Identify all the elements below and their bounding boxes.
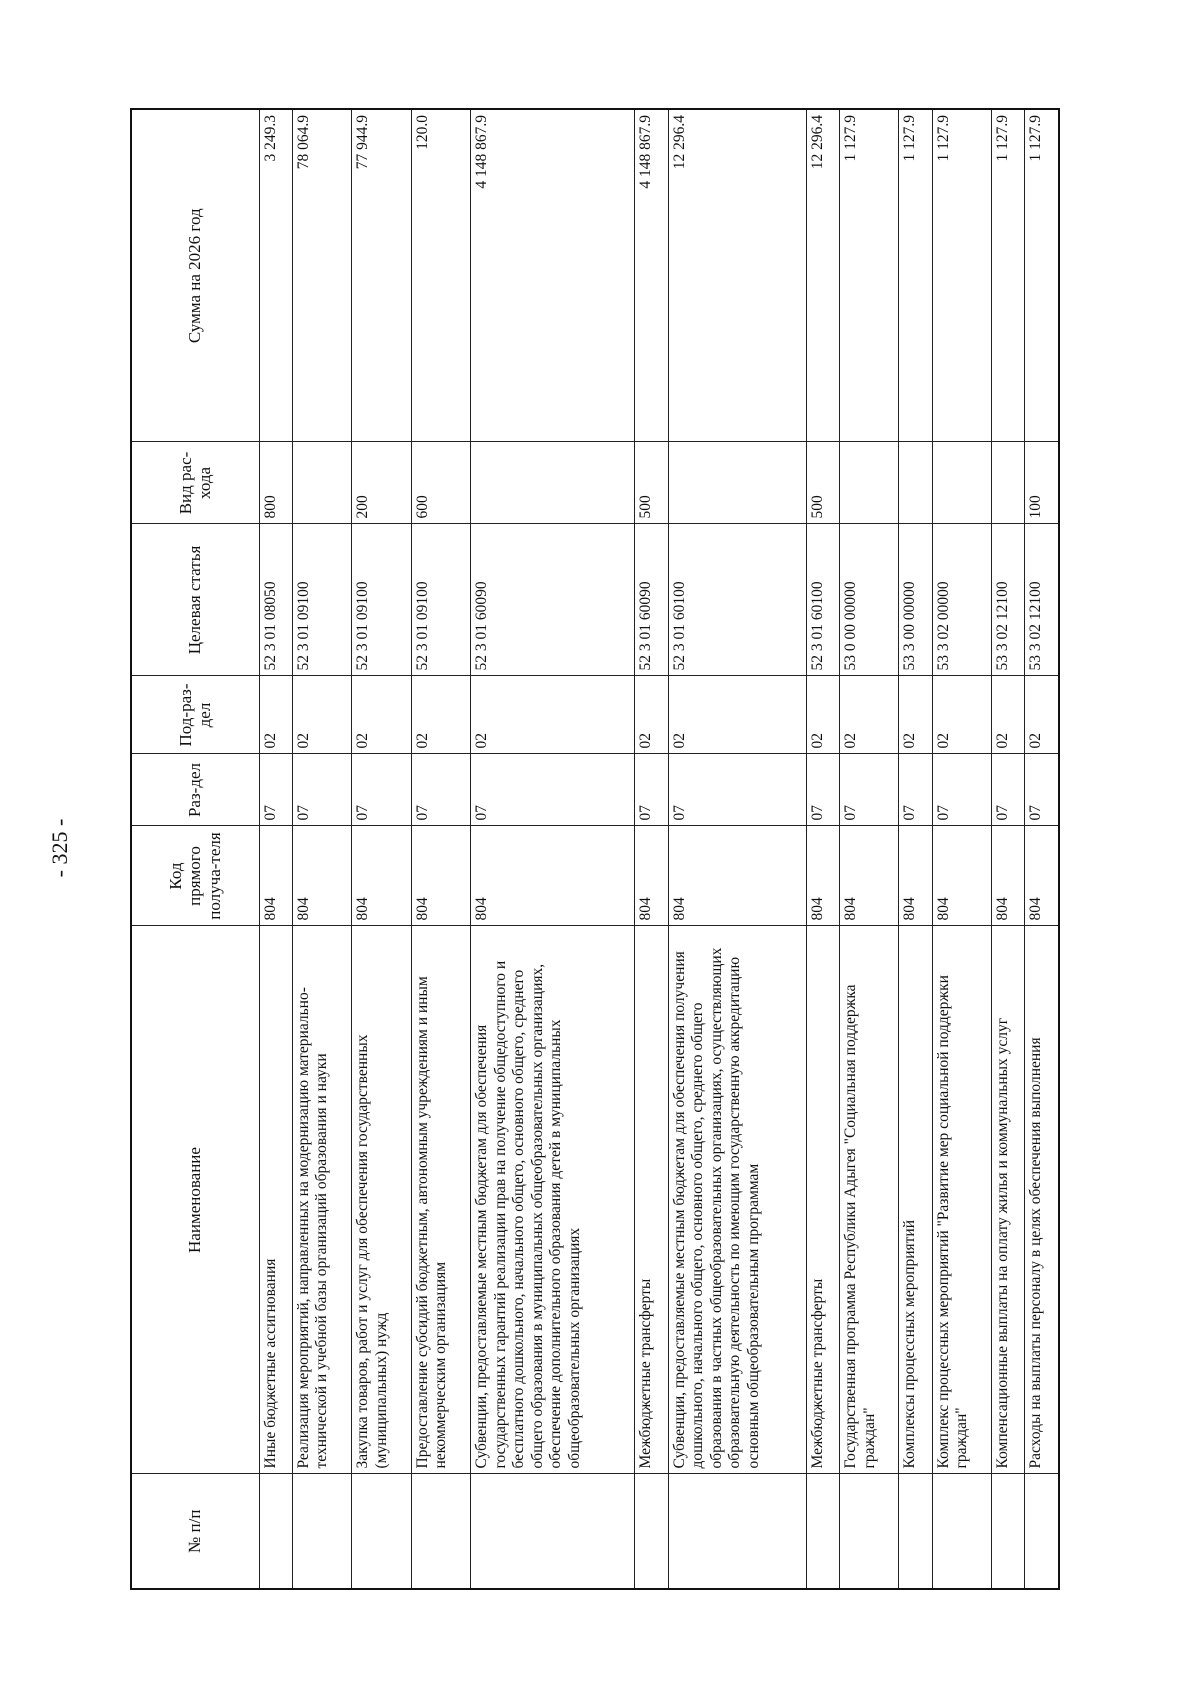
cell-section: 07 [352,754,411,826]
table-body [259,109,1059,1589]
cell-subsection: 02 [352,676,411,754]
budget-table [130,108,1060,1590]
header-section: Раз-дел [131,754,259,826]
cell-target-article: 53 3 02 12100 [992,524,1025,676]
table-row [292,109,351,1589]
cell-recipient-code: 804 [840,826,899,926]
cell-target-article: 52 3 01 60090 [471,524,635,676]
cell-target-article: 52 3 01 60090 [635,524,668,676]
cell-sum-2026: 12 296.4 [668,109,806,442]
cell-sum-2026: 78 064.9 [292,109,351,442]
cell-subsection: 02 [899,676,932,754]
cell-num [259,1474,292,1589]
cell-section: 07 [259,754,292,826]
cell-num [635,1474,668,1589]
table-row [840,109,899,1589]
cell-sum-2026: 1 127.9 [1025,109,1059,442]
cell-expense-type [932,442,991,524]
cell-target-article: 52 3 01 60100 [806,524,839,676]
cell-sum-2026: 4 148 867.9 [635,109,668,442]
cell-sum-2026: 120.0 [411,109,470,442]
table-row [1025,109,1059,1589]
cell-name: Расходы на выплаты персоналу в целях обеспечения выполнения [1025,926,1059,1474]
table-row [668,109,806,1589]
cell-sum-2026: 12 296.4 [806,109,839,442]
cell-subsection: 02 [259,676,292,754]
cell-num [840,1474,899,1589]
cell-section: 07 [840,754,899,826]
cell-recipient-code: 804 [668,826,806,926]
cell-name: Предоставление субсидий бюджетным, автономным учреждениям и иным некоммерческим организациям [411,926,470,1474]
cell-section: 07 [471,754,635,826]
cell-num [1025,1474,1059,1589]
cell-name: Закупка товаров, работ и услуг для обеспечения государственных (муниципальных) нужд [352,926,411,1474]
cell-sum-2026: 77 944.9 [352,109,411,442]
page-number: - 325 - [47,818,72,878]
header-recipient: Код прямого получа-теля [131,826,259,926]
table-header-row [131,109,259,1589]
cell-expense-type [292,442,351,524]
cell-section: 07 [992,754,1025,826]
cell-section: 07 [635,754,668,826]
cell-subsection: 02 [635,676,668,754]
cell-target-article: 53 0 00 00000 [840,524,899,676]
cell-sum-2026: 1 127.9 [932,109,991,442]
cell-name: Комплексы процессных мероприятий [899,926,932,1474]
cell-expense-type: 500 [635,442,668,524]
cell-recipient-code: 804 [259,826,292,926]
cell-recipient-code: 804 [411,826,470,926]
table-row [899,109,932,1589]
cell-name: Комплекс процессных мероприятий "Развитие мер социальной поддержки граждан" [932,926,991,1474]
cell-sum-2026: 4 148 867.9 [471,109,635,442]
cell-expense-type: 800 [259,442,292,524]
cell-sum-2026: 1 127.9 [992,109,1025,442]
cell-target-article: 53 3 02 12100 [1025,524,1059,676]
cell-target-article: 52 3 01 09100 [352,524,411,676]
table-row [932,109,991,1589]
cell-expense-type [668,442,806,524]
cell-num [292,1474,351,1589]
cell-expense-type: 600 [411,442,470,524]
cell-expense-type: 500 [806,442,839,524]
cell-subsection: 02 [292,676,351,754]
header-num: № п/п [131,1474,259,1589]
header-sum: Сумма на 2026 год [131,109,259,442]
cell-recipient-code: 804 [806,826,839,926]
cell-recipient-code: 804 [352,826,411,926]
cell-expense-type [471,442,635,524]
cell-subsection: 02 [992,676,1025,754]
cell-name: Межбюджетные трансферты [635,926,668,1474]
rotated-table-wrapper [130,110,1060,1590]
cell-name: Субвенции, предоставляемые местным бюджетам для обеспечения государственных гарантий реализации прав на получение общедоступного и бесплатного дошкольного, начального общего, основного общего, среднего общего образования в муниципальных общеобразовательных организациях, обеспечение дополнительного образования детей в муниципальных общеобразовательных организациях [471,926,635,1474]
cell-name: Межбюджетные трансферты [806,926,839,1474]
cell-target-article: 52 3 01 08050 [259,524,292,676]
cell-recipient-code: 804 [899,826,932,926]
cell-name: Государственная программа Республики Адыгея "Социальная поддержка граждан" [840,926,899,1474]
cell-recipient-code: 804 [932,826,991,926]
table-row [352,109,411,1589]
cell-sum-2026: 3 249.3 [259,109,292,442]
table-row [471,109,635,1589]
cell-section: 07 [899,754,932,826]
cell-recipient-code: 804 [635,826,668,926]
cell-sum-2026: 1 127.9 [840,109,899,442]
header-target: Целевая статья [131,524,259,676]
cell-expense-type: 200 [352,442,411,524]
cell-sum-2026: 1 127.9 [899,109,932,442]
table-row [411,109,470,1589]
cell-target-article: 52 3 01 09100 [411,524,470,676]
table-row [635,109,668,1589]
table-row [259,109,292,1589]
cell-num [899,1474,932,1589]
cell-subsection: 02 [411,676,470,754]
cell-subsection: 02 [806,676,839,754]
cell-section: 07 [806,754,839,826]
cell-name: Субвенции, предоставляемые местным бюджетам для обеспечения получения дошкольного, начального общего, основного общего, среднего общего образования в частных общеобразовательных организациях, осуществляющих образовательную деятельность по имеющим государственную аккредитацию основным общеобразовательным программам [668,926,806,1474]
cell-target-article: 53 3 02 00000 [932,524,991,676]
table-row [806,109,839,1589]
cell-section: 07 [668,754,806,826]
cell-recipient-code: 804 [992,826,1025,926]
cell-num [806,1474,839,1589]
cell-subsection: 02 [932,676,991,754]
table-row [992,109,1025,1589]
cell-target-article: 52 3 01 09100 [292,524,351,676]
cell-num [992,1474,1025,1589]
cell-section: 07 [932,754,991,826]
cell-expense-type [840,442,899,524]
cell-subsection: 02 [471,676,635,754]
cell-recipient-code: 804 [471,826,635,926]
cell-section: 07 [292,754,351,826]
cell-num [352,1474,411,1589]
cell-recipient-code: 804 [1025,826,1059,926]
header-expense: Вид рас-хода [131,442,259,524]
cell-name: Компенсационные выплаты на оплату жилья и коммунальных услуг [992,926,1025,1474]
cell-expense-type [992,442,1025,524]
cell-num [932,1474,991,1589]
cell-name: Иные бюджетные ассигнования [259,926,292,1474]
cell-section: 07 [411,754,470,826]
cell-subsection: 02 [668,676,806,754]
cell-section: 07 [1025,754,1059,826]
header-subsection: Под-раз-дел [131,676,259,754]
cell-name: Реализация мероприятий, направленных на модернизацию материально-технической и учебной базы организаций образования и науки [292,926,351,1474]
cell-target-article: 52 3 01 60100 [668,524,806,676]
cell-target-article: 53 3 00 00000 [899,524,932,676]
cell-subsection: 02 [1025,676,1059,754]
header-name: Наименование [131,926,259,1474]
cell-num [668,1474,806,1589]
cell-num [471,1474,635,1589]
cell-expense-type: 100 [1025,442,1059,524]
cell-num [411,1474,470,1589]
cell-subsection: 02 [840,676,899,754]
cell-recipient-code: 804 [292,826,351,926]
cell-expense-type [899,442,932,524]
